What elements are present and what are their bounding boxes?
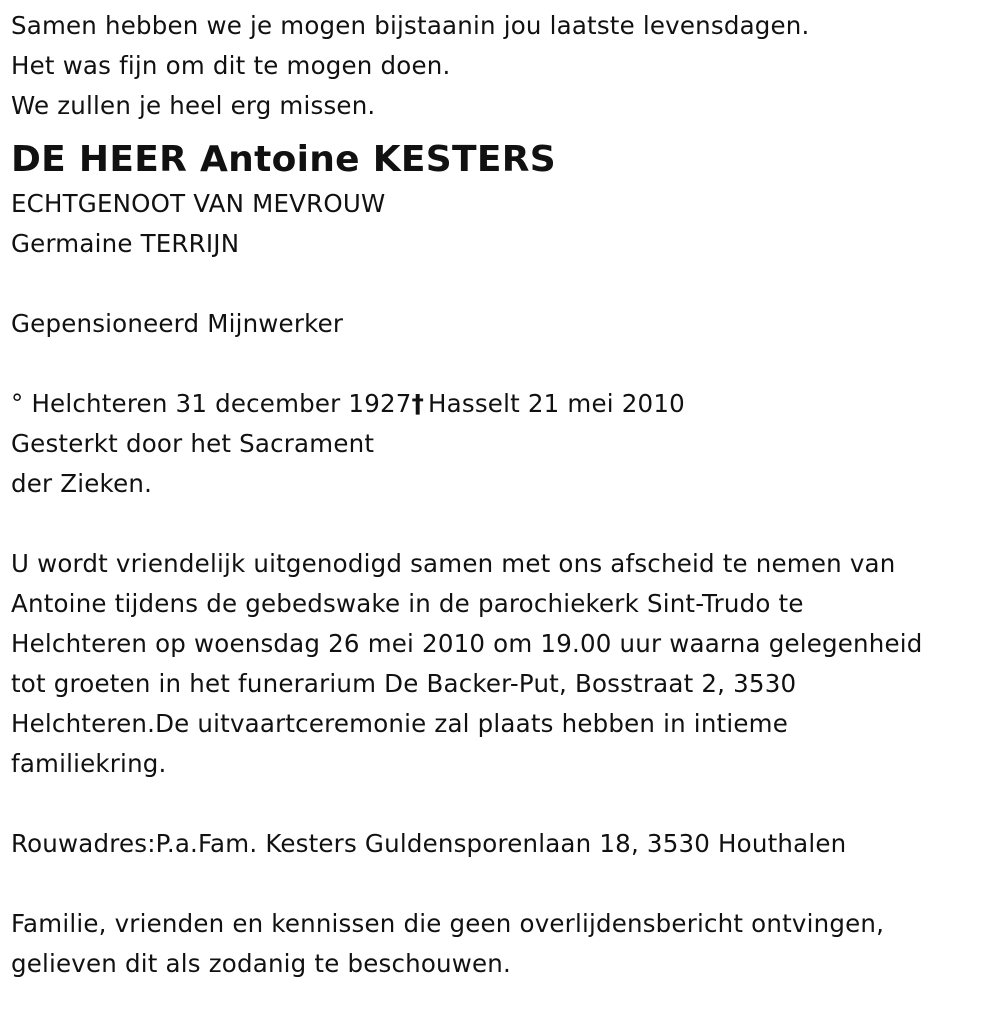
spouse-name: Germaine TERRIJN (11, 229, 240, 258)
obituary-text (11, 6, 996, 984)
occupation: Gepensioneerd Mijnwerker (11, 309, 344, 338)
invitation-line: Helchteren op woensdag 26 mei 2010 om 19.00 uur waarna gelegenheid (11, 629, 923, 658)
intro-line-2: Het was fijn om dit te mogen doen. (11, 51, 451, 80)
invitation-line: U wordt vriendelijk uitgenodigd samen met ons afscheid te nemen van (11, 549, 896, 578)
sacrament-line-1: Gesterkt door het Sacrament (11, 429, 375, 458)
birth-info: ° Helchteren 31 december 1927 (11, 389, 412, 418)
closing-line-1: Familie, vrienden en kennissen die geen overlijdensbericht ontvingen, (11, 909, 885, 938)
dates-line (11, 384, 996, 424)
intro-line-3: We zullen je heel erg missen. (11, 91, 376, 120)
invitation-line: Antoine tijdens de gebedswake in de parochiekerk Sint-Trudo te (11, 589, 804, 618)
invitation-line: Helchteren.De uitvaartceremonie zal plaats hebben in intieme (11, 709, 788, 738)
cross-icon: † (411, 389, 425, 418)
death-info: Hasselt 21 mei 2010 (428, 389, 685, 418)
invitation-line: tot groeten in het funerarium De Backer-Put, Bosstraat 2, 3530 (11, 669, 797, 698)
deceased-name: DE HEER Antoine KESTERS (11, 139, 557, 180)
mourning-address: Rouwadres:P.a.Fam. Kesters Guldensporenlaan 18, 3530 Houthalen (11, 829, 847, 858)
intro-line-1: Samen hebben we je mogen bijstaanin jou laatste levensdagen. (11, 11, 810, 40)
sacrament-line-2: der Zieken. (11, 469, 153, 498)
closing-line-2: gelieven dit als zodanig te beschouwen. (11, 949, 512, 978)
relation-line: ECHTGENOOT VAN MEVROUW (11, 189, 386, 218)
invitation-line: familiekring. (11, 749, 167, 778)
